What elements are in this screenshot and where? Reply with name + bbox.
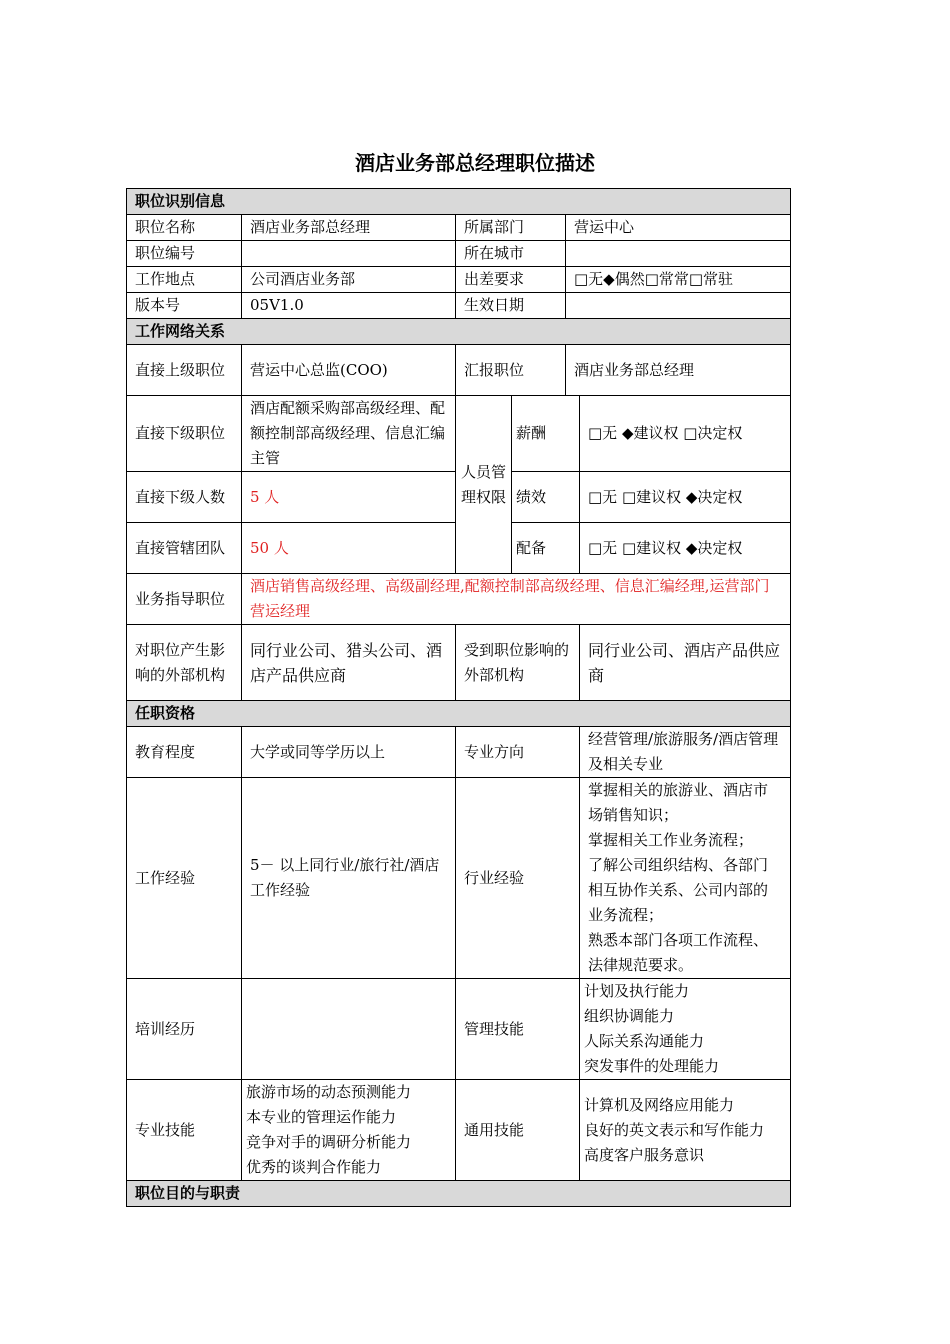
travel-value: □无◆偶然□常常□常驻 <box>566 267 791 293</box>
industry-exp-item: 掌握相关工作业务流程； <box>588 831 754 849</box>
superior-value: 营运中心总监(COO) <box>242 345 456 396</box>
personnel-authority-label: 人员管理权限 <box>456 396 512 574</box>
dept-label: 所属部门 <box>456 215 566 241</box>
industry-exp-item: 掌握相关的旅游业、酒店市场销售知识； <box>588 781 769 824</box>
section-identity: 职位识别信息 <box>127 189 791 215</box>
industry-exp-label: 行业经验 <box>456 778 580 979</box>
effective-value <box>566 293 791 319</box>
location-label: 工作地点 <box>127 267 242 293</box>
education-value: 大学或同等学历以上 <box>242 727 456 778</box>
city-label: 所在城市 <box>456 241 566 267</box>
salary-value: □无 ◆建议权 □决定权 <box>580 396 791 472</box>
page-title: 酒店业务部总经理职位描述 <box>355 151 595 175</box>
job-description-table <box>126 188 791 1207</box>
mgmt-skill-item: 突发事件的处理能力 <box>584 1057 720 1075</box>
industry-exp-item: 了解公司组织结构、各部门相互协作关系、公司内部的业务流程； <box>588 856 769 924</box>
prof-skill-value <box>242 1080 456 1181</box>
section-qualification: 任职资格 <box>127 701 791 727</box>
prof-skill-item: 旅游市场的动态预测能力 <box>246 1083 412 1101</box>
general-skill-item: 良好的英文表示和写作能力 <box>584 1120 765 1139</box>
superior-label: 直接上级职位 <box>127 345 242 396</box>
report-value: 酒店业务部总经理 <box>566 345 791 396</box>
performance-value: □无 □建议权 ◆决定权 <box>580 472 791 523</box>
general-skill-item: 高度客户服务意识 <box>584 1145 705 1164</box>
mgmt-skill-label: 管理技能 <box>456 979 580 1080</box>
report-label: 汇报职位 <box>456 345 566 396</box>
staffing-value: □无 □建议权 ◆决定权 <box>580 523 791 574</box>
prof-skill-item: 竞争对手的调研分析能力 <box>246 1133 412 1151</box>
mgmt-skill-item: 组织协调能力 <box>584 1007 675 1025</box>
mgmt-skill-item: 计划及执行能力 <box>584 982 690 1000</box>
team-label: 直接管辖团队 <box>127 523 242 574</box>
staffing-label: 配备 <box>512 523 580 574</box>
ext-affect-value: 同行业公司、猎头公司、酒店产品供应商 <box>242 625 456 701</box>
education-label: 教育程度 <box>127 727 242 778</box>
guidance-label: 业务指导职位 <box>127 574 242 625</box>
prof-skill-item: 优秀的谈判合作能力 <box>246 1158 382 1176</box>
prof-skill-item: 本专业的管理运作能力 <box>246 1108 397 1126</box>
version-label: 版本号 <box>127 293 242 319</box>
subordinate-label: 直接下级职位 <box>127 396 242 472</box>
section-network: 工作网络关系 <box>127 319 791 345</box>
sub-count-value: 5 人 <box>242 472 456 523</box>
general-skill-label: 通用技能 <box>456 1080 580 1181</box>
industry-exp-value <box>580 778 791 979</box>
performance-label: 绩效 <box>512 472 580 523</box>
mgmt-skill-item: 人际关系沟通能力 <box>584 1032 705 1050</box>
job-code-label: 职位编号 <box>127 241 242 267</box>
major-label: 专业方向 <box>456 727 580 778</box>
work-exp-label: 工作经验 <box>127 778 242 979</box>
section-purpose: 职位目的与职责 <box>127 1181 791 1207</box>
prof-skill-label: 专业技能 <box>127 1080 242 1181</box>
salary-label: 薪酬 <box>512 396 580 472</box>
guidance-value: 酒店销售高级经理、高级副经理,配额控制部高级经理、信息汇编经理,运营部门营运经理 <box>242 574 791 625</box>
effective-label: 生效日期 <box>456 293 566 319</box>
team-value: 50 人 <box>242 523 456 574</box>
industry-exp-item: 熟悉本部门各项工作流程、法律规范要求。 <box>588 931 769 974</box>
job-code-value <box>242 241 456 267</box>
general-skill-item: 计算机及网络应用能力 <box>584 1095 735 1114</box>
general-skill-value <box>580 1080 791 1181</box>
major-value: 经营管理/旅游服务/酒店管理及相关专业 <box>580 727 791 778</box>
mgmt-skill-value <box>580 979 791 1080</box>
work-exp-value: 5－ 以上同行业/旅行社/酒店工作经验 <box>242 778 456 979</box>
ext-affected-label: 受到职位影响的外部机构 <box>456 625 580 701</box>
dept-value: 营运中心 <box>566 215 791 241</box>
version-value: 05V1.0 <box>242 293 456 319</box>
city-value <box>566 241 791 267</box>
job-name-value: 酒店业务部总经理 <box>242 215 456 241</box>
ext-affect-label: 对职位产生影响的外部机构 <box>127 625 242 701</box>
job-name-label: 职位名称 <box>127 215 242 241</box>
sub-count-label: 直接下级人数 <box>127 472 242 523</box>
travel-label: 出差要求 <box>456 267 566 293</box>
training-value <box>242 979 456 1080</box>
ext-affected-value: 同行业公司、酒店产品供应商 <box>580 625 791 701</box>
location-value: 公司酒店业务部 <box>242 267 456 293</box>
subordinate-value: 酒店配额采购部高级经理、配额控制部高级经理、信息汇编主管 <box>242 396 456 472</box>
training-label: 培训经历 <box>127 979 242 1080</box>
